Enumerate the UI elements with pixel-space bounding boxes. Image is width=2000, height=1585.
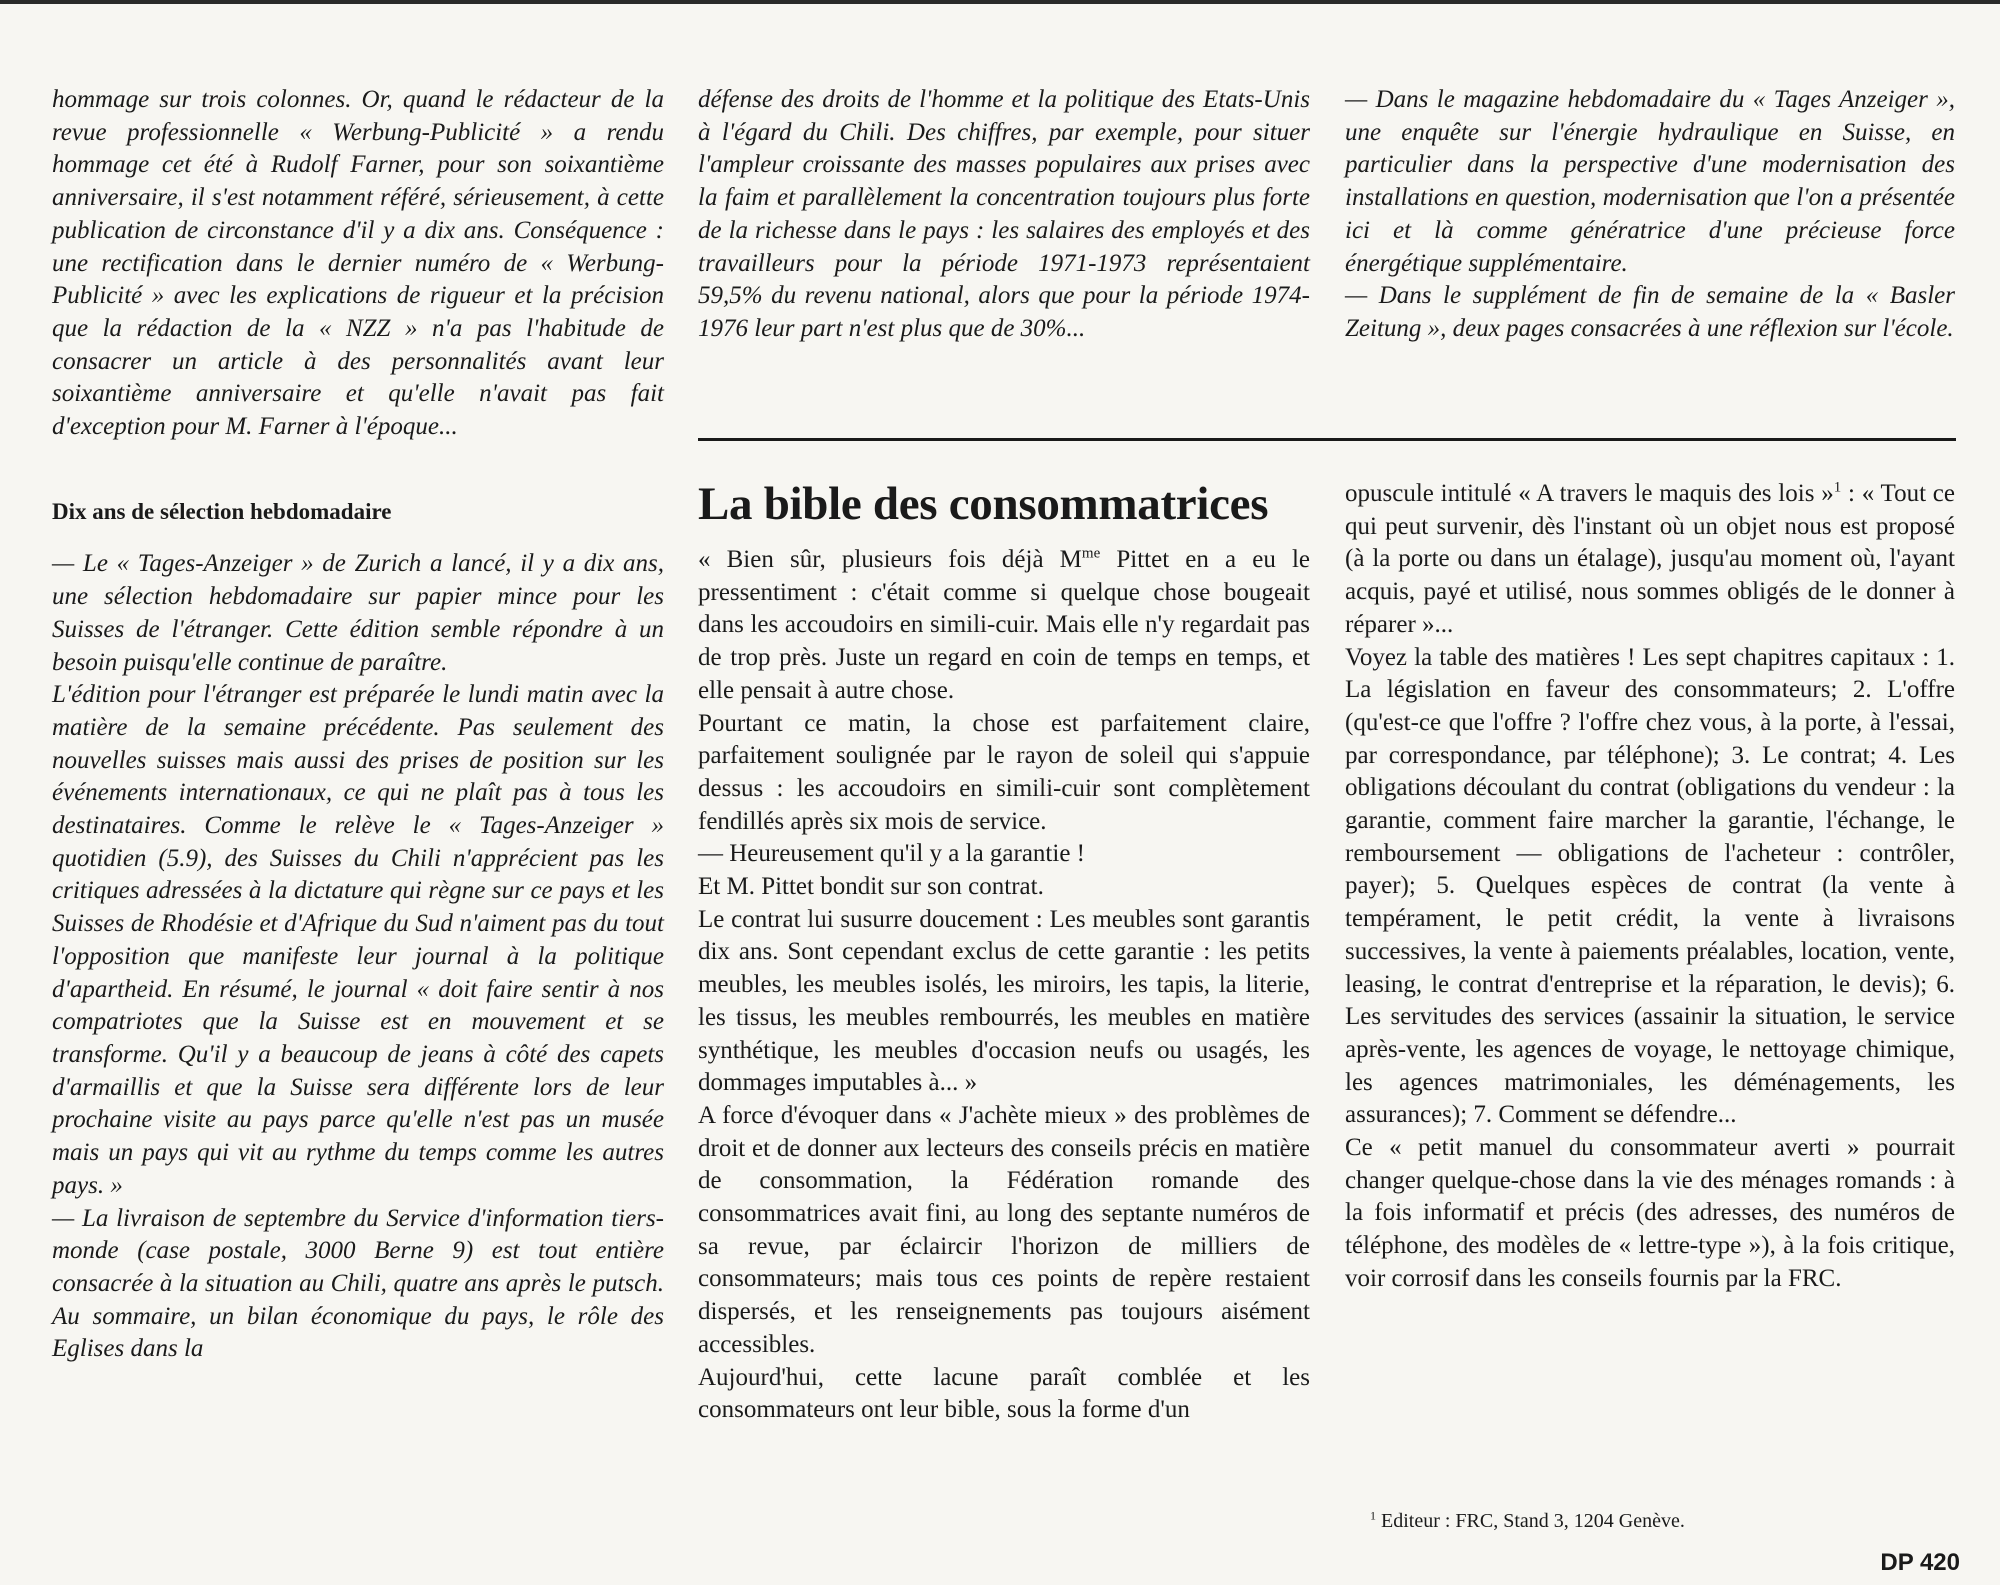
article-column-1	[698, 476, 1310, 1427]
section-divider	[698, 438, 1956, 441]
footnote: $^1$ Editeur : FRC, Stand 3, 1204 Genève.	[1370, 1508, 1685, 1532]
article-column-2	[1345, 478, 1955, 1296]
paragraph: — Dans le supplément de fin de semaine de la « Basler Zeitung », deux pages consacrées à une réflexion sur l'école.	[1345, 282, 1955, 342]
right-column-top	[1345, 84, 1955, 346]
paragraph: — La livraison de septembre du Service d'information tiers-monde (case postale, 3000 Berne 9) est tout entière consacrée à la situation au Chili, quatre ans après le putsch. Au sommaire, un bilan économique du pays, le rôle des Eglises dans la	[52, 1204, 664, 1363]
left-column	[52, 84, 664, 1366]
paragraph: Ce « petit manuel du consommateur averti » pourrait changer quelque-chose dans la vie des ménages romands : à la fois informatif et précis (des adresses, des numéros de téléphone, des modèles de « lettre-type »), à la fois critique, voir corrosif dans les conseils fournis par la FRC.	[1345, 1134, 1955, 1292]
paragraph: — Heureusement qu'il y a la garantie !	[698, 840, 1085, 868]
page-reference: DP 420	[1880, 1549, 1960, 1576]
paragraph: « Bien sûr, plusieurs fois déjà $M^{me}$ Pittet en a eu le pressentiment : c'était comme si quelque chose bougeait dans les accoudoirs en simili-cuir. Mais elle n'y regardait pas de trop près. Juste un regard en coin de temps en temps, et elle pensait à autre chose.	[698, 545, 1310, 704]
paragraph: L'édition pour l'étranger est préparée le lundi matin avec la matière de la semaine précédente. Pas seulement des nouvelles suisses mais aussi des prises de position sur les événements internationaux, ce qui ne plaît pas à tous les destinataires. Comme le relève le « Tages-Anzeiger » quotidien (5.9), des Suisses du Chili n'apprécient pas les critiques adressées à la dictature qui règne sur ce pays et les Suisses de Rhodésie et d'Afrique du Sud n'aiment pas du tout l'opposition que manifeste leur journal à la politique d'apartheid. En résumé, le journal « doit faire sentir à nos compatriotes que la Suisse est en mouvement et se transforme. Qu'il y a beaucoup de jeans à côté des capets d'armaillis et que la Suisse sera différente lors de leur prochaine visite au pays parce qu'elle n'est pas un musée mais un pays qui vit au rythme du temps comme les autres pays. »	[52, 681, 664, 1199]
paragraph: Voyez la table des matières ! Les sept chapitres capitaux : 1. La législation en faveur des consommateurs; 2. L'offre (qu'est-ce que l'offre ? l'offre chez vous, à la porte, à l'essai, par correspondance, par téléphone); 3. Le contrat; 4. Les obligations découlant du contrat (obligations du vendeur : la garantie, comment faire marcher la garantie, l'échange, le remboursement — obligations de l'acheteur : contrôler, payer); 5. Quelques espèces de contrat (la vente à tempérament, le petit crédit, la vente à livraisons successives, la vente à paiements préalables, location, vente, leasing, le contrat d'entreprise et la réparation, le devis); 6. Les servitudes des services (assainir la situation, le service après-vente, les agences de voyage, le nettoyage chimique, les agences matrimoniales, les déménagements, les assurances); 7. Comment se défendre...	[1345, 643, 1955, 1129]
paragraph: Le contrat lui susurre doucement : Les meubles sont garantis dix ans. Sont cependant exclus de cette garantie : les petits meubles, les meubles isolés, les miroirs, les tapis, la literie, les tissus, les meubles rembourrés, les meubles en matière synthétique, les meubles d'occasion neufs ou usagés, les dommages imputables à... »	[698, 905, 1310, 1097]
paragraph: — Dans le magazine hebdomadaire du « Tages Anzeiger », une enquête sur l'énergie hydraulique en Suisse, en particulier dans la perspective d'une modernisation des installations en question, modernisation que l'on a présentée ici et là comme génératrice d'une précieuse force énergétique supplémentaire.	[1345, 86, 1955, 277]
paragraph: hommage sur trois colonnes. Or, quand le rédacteur de la revue professionnelle « Werbung-Publicité » a rendu hommage cet été à Rudolf Farner, pour son soixantième anniversaire, il s'est notamment référé, sérieusement, à cette publication de circonstance d'il y a dix ans. Conséquence : une rectification dans le dernier numéro de « Werbung-Publicité » avec les explications de rigueur et la précision que la rédaction de la « NZZ » n'a pas l'habitude de consacrer un article à des personnalités avant leur soixantième anniversaire et qu'elle n'avait pas fait d'exception pour M. Farner à l'époque...	[52, 86, 664, 441]
middle-column-top	[698, 84, 1310, 346]
paragraph: opuscule intitulé « A travers le maquis des lois »$^1$ : « Tout ce qui peut survenir, dès l'instant où un objet nous est proposé (à la porte ou dans un étalage), jusqu'au moment où, l'ayant acquis, payé et utilisé, nous sommes obligés de le donner à réparer »...	[1345, 479, 1955, 638]
top-rule	[0, 0, 2000, 4]
paragraph: Et M. Pittet bondit sur son contrat.	[698, 873, 1044, 901]
paragraph: A force d'évoquer dans « J'achète mieux » des problèmes de droit et de donner aux lecteurs des conseils précis en matière de consommation, la Fédération romande des consommatrices avait fini, au long des septante numéros de sa revue, par éclaircir l'horizon de milliers de consommateurs; mais tous ces points de repère restaient dispersés, et les renseignements pas toujours aisément accessibles.	[698, 1101, 1310, 1358]
paragraph: défense des droits de l'homme et la politique des Etats-Unis à l'égard du Chili. Des chiffres, par exemple, pour situer l'ampleur croissante des masses populaires aux prises avec la faim et parallèlement la concentration toujours plus forte de la richesse dans le pays : les salaires des employés et des travailleurs pour la période 1971-1973 représentaient 59,5% du revenu national, alors que pour la période 1974-1976 leur part n'est plus que de 30%...	[698, 86, 1310, 342]
section-heading: Dix ans de sélection hebdomadaire	[52, 498, 392, 524]
paragraph: Aujourd'hui, cette lacune paraît comblée et les consommateurs ont leur bible, sous la forme d'un	[698, 1363, 1310, 1424]
paragraph: — Le « Tages-Anzeiger » de Zurich a lancé, il y a dix ans, une sélection hebdomadaire sur papier mince pour les Suisses de l'étranger. Cette édition semble répondre à un besoin puisqu'elle continue de paraître.	[52, 550, 664, 676]
article-headline: La bible des consommatrices	[698, 478, 1269, 530]
paragraph: Pourtant ce matin, la chose est parfaitement claire, parfaitement soulignée par le rayon de soleil qui s'appuie dessus : les accoudoirs en simili-cuir sont complètement fendillés après six mois de service.	[698, 709, 1310, 835]
